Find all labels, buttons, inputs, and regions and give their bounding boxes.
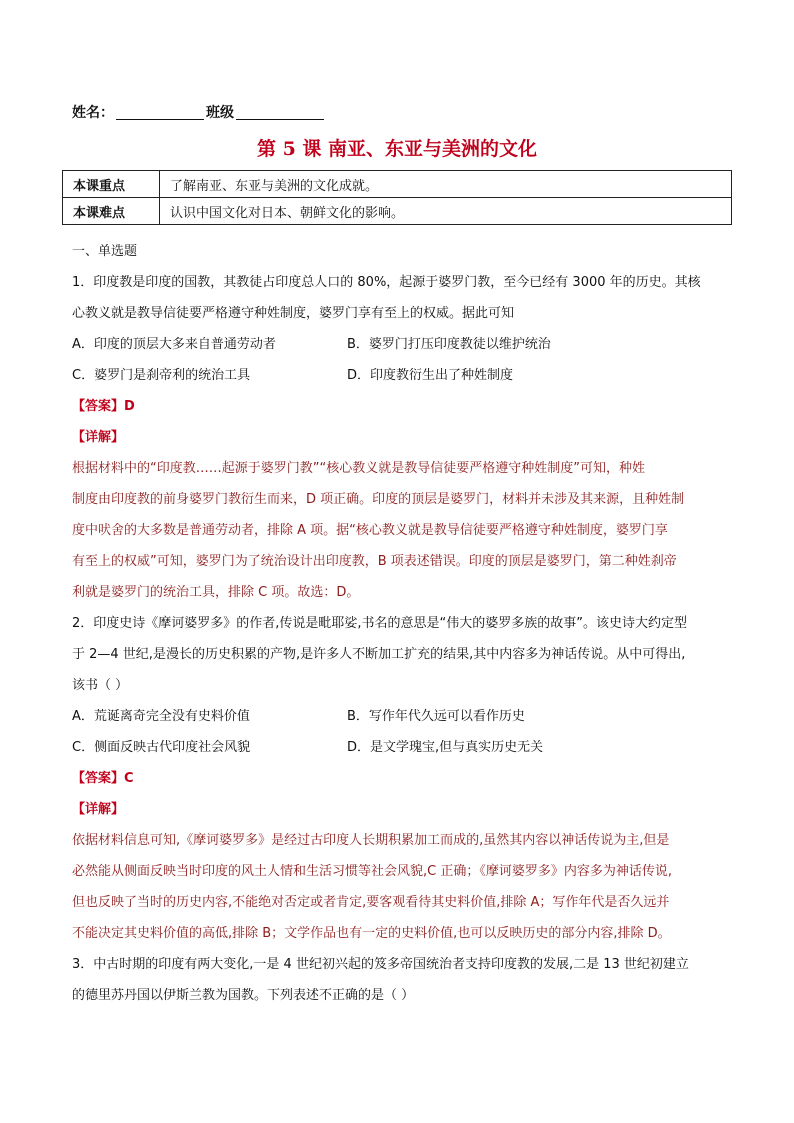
question-stem-line: 3．中古时期的印度有两大变化,一是 4 世纪初兴起的笈多帝国统治者支持印度教的发展,二是 13 世纪初建立 (72, 957, 689, 972)
student-info-line (72, 102, 326, 122)
option-c: C．婆罗门是刹帝利的统治工具 (72, 368, 251, 383)
class-label: 班级 (206, 105, 234, 121)
focus-row (63, 171, 732, 198)
question-stem-line: 1．印度教是印度的国教，其教徒占印度总人口的 80%，起源于婆罗门教，至今已经有 3000 年的历史。其核 (72, 275, 701, 290)
difficulty-row (63, 198, 732, 225)
question-content (72, 236, 732, 1011)
name-label: 姓名： (72, 105, 114, 121)
option-row (72, 329, 732, 360)
option-row (72, 701, 732, 732)
focus-value: 了解南亚、东亚与美洲的文化成就。 (160, 171, 732, 198)
detail-line: 有至上的权威”可知，婆罗门为了统治设计出印度教，B 项表述错误。印度的顶层是婆罗门，第二种姓刹帝 (72, 554, 677, 569)
question-stem-line: 心教义就是教导信徒要严格遵守种姓制度，婆罗门享有至上的权威。据此可知 (72, 306, 515, 321)
focus-key: 本课重点 (63, 171, 160, 198)
option-b: B．写作年代久远可以看作历史 (347, 709, 525, 724)
name-blank[interactable] (116, 105, 204, 120)
detail-line: 必然能从侧面反映当时印度的风土人情和生活习惯等社会风貌,C 正确；《摩诃婆罗多》内容多为神话传说, (72, 864, 672, 879)
option-d: D．印度教衍生出了种姓制度 (347, 368, 514, 383)
detail-line: 根据材料中的“印度教……起源于婆罗门教”“核心教义就是教导信徒要严格遵守种姓制度”可知，种姓 (72, 461, 645, 476)
section-heading: 一、单选题 (72, 244, 138, 259)
answer-label: 【答案】C (72, 771, 134, 786)
difficulty-key: 本课难点 (63, 198, 160, 225)
detail-line: 利就是婆罗门的统治工具，排除 C 项。故选：D。 (72, 585, 360, 600)
option-a: A．荒诞离奇完全没有史料价值 (72, 709, 250, 724)
option-row (72, 732, 732, 763)
answer-label: 【答案】D (72, 399, 135, 414)
detail-line: 但也反映了当时的历史内容,不能绝对否定或者肯定,要客观看待其史料价值,排除 A；写作年代是否久远并 (72, 895, 670, 910)
detail-line: 依据材料信息可知,《摩诃婆罗多》是经过古印度人长期积累加工而成的,虽然其内容以神话传说为主,但是 (72, 833, 670, 848)
option-row (72, 360, 732, 391)
question-stem-line: 于 2—4 世纪,是漫长的历史积累的产物,是许多人不断加工扩充的结果,其中内容多为神话传说。从中可得出, (72, 647, 686, 662)
lesson-title: 第 5 课 南亚、东亚与美洲的文化 (256, 138, 538, 160)
option-d: D．是文学瑰宝,但与真实历史无关 (347, 740, 544, 755)
detail-label: 【详解】 (72, 430, 125, 445)
detail-label: 【详解】 (72, 802, 125, 817)
detail-line: 不能决定其史料价值的高低,排除 B；文学作品也有一定的史料价值,也可以反映历史的部分内容,排除 D。 (72, 926, 671, 941)
question-stem-line: 该书（ ） (72, 678, 129, 693)
difficulty-value: 认识中国文化对日本、朝鲜文化的影响。 (160, 198, 732, 225)
option-b: B．婆罗门打压印度教徒以维护统治 (347, 337, 551, 352)
detail-line: 制度由印度教的前身婆罗门教衍生而来，D 项正确。印度的顶层是婆罗门，材料并未涉及其来源，且种姓制 (72, 492, 685, 507)
detail-line: 度中吠舍的大多数是普通劳动者，排除 A 项。据“核心教义就是教导信徒要严格遵守种姓制度，婆罗门享 (72, 523, 668, 538)
question-stem-line: 2．印度史诗《摩诃婆罗多》的作者,传说是毗耶娑,书名的意思是“伟大的婆罗多族的故事”。该史诗大约定型 (72, 616, 688, 631)
lesson-key-points-table (62, 170, 732, 225)
class-blank[interactable] (236, 105, 324, 120)
option-c: C．侧面反映古代印度社会风貌 (72, 740, 251, 755)
question-stem-line: 的德里苏丹国以伊斯兰教为国教。下列表述不正确的是（ ） (72, 988, 415, 1003)
option-a: A．印度的顶层大多来自普通劳动者 (72, 337, 276, 352)
